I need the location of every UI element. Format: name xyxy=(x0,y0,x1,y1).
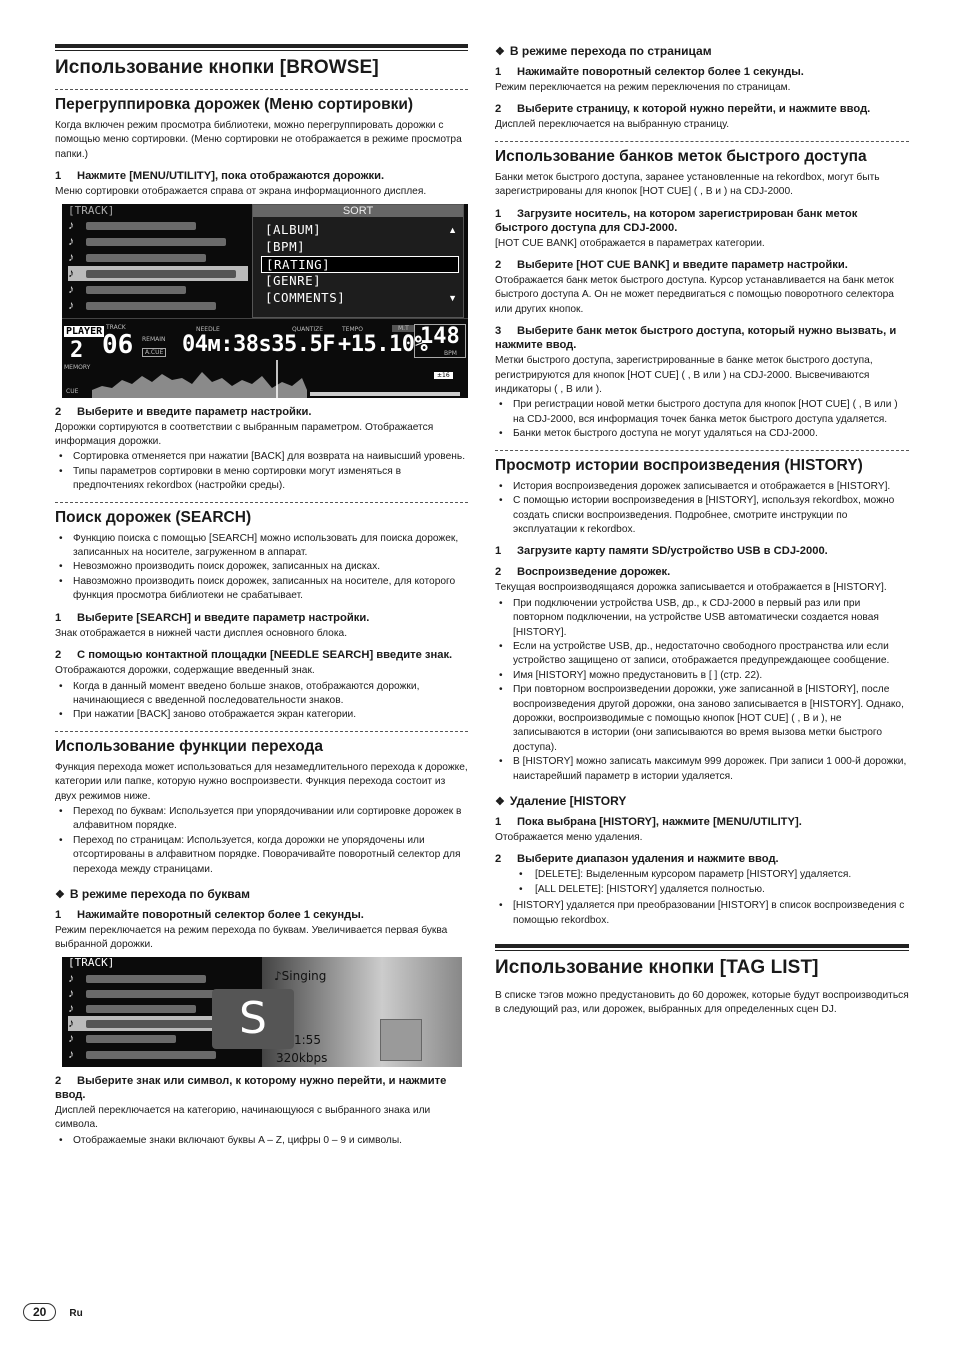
jump-step-2-text: Дисплей переключается на категорию, начинающуюся с выбранного знака или символа. xyxy=(55,1104,431,1131)
track-label: TRACK xyxy=(106,323,126,331)
history-step-2: 2 Воспроизведение дорожек. xyxy=(495,566,671,579)
list-item: • Отображаемые знаки включают буквы A – Z, цифры 0 – 9 и символы. xyxy=(55,1134,468,1148)
list-item: • Имя [HISTORY] можно предустановить в [ ] (стр. 22). xyxy=(495,669,909,683)
artwork xyxy=(380,1019,422,1061)
jump-step-1: 1 Нажимайте поворотный селектор более 1 секунды. xyxy=(55,908,364,921)
cue-label: CUE xyxy=(66,387,79,395)
player-number: 2 xyxy=(70,337,84,363)
list-item-selected: ♪ xyxy=(68,266,248,281)
list-item: • Переход по буквам: Используется при упорядочивании или сортировке дорожек в алфавитном порядке. xyxy=(55,805,468,834)
list-item: • Переход по страницам: Используется, когда дорожки не упорядочены или отсортированы в алфавитном порядке. Поворачивайте поворотный селектор для перехода между страницами. xyxy=(55,834,468,877)
hotcue-notes xyxy=(495,398,909,441)
diamond-icon: ❖ xyxy=(495,46,505,58)
tempo-label: TEMPO xyxy=(342,325,363,333)
track-title: ♪Singing xyxy=(274,968,327,983)
page-step-1-text: Режим переключается на режим переключения по страницам. xyxy=(495,82,791,93)
auto-cue-label: A.CUE xyxy=(142,348,166,357)
scroll-up-icon: ▲ xyxy=(448,224,457,235)
memory-label: MEMORY xyxy=(64,363,91,371)
list-item: ♪ xyxy=(68,298,248,313)
page-step-2-text: Дисплей переключается на выбранную страницу. xyxy=(495,119,730,131)
waveform xyxy=(92,360,468,398)
history-step-1: 1 Загрузите карту памяти SD/устройство USB в CDJ-2000. xyxy=(495,545,828,558)
list-item: • Невозможно производить поиск дорожек, записанных на дисках. xyxy=(55,560,468,574)
diamond-icon: ❖ xyxy=(55,888,65,901)
jump-notes xyxy=(55,805,468,877)
section-rule xyxy=(495,944,909,948)
page-mode-heading: ❖ В режиме перехода по страницам xyxy=(495,44,712,58)
sort-item-genre[interactable]: [GENRE] xyxy=(265,272,322,288)
sort-menu-header: SORT xyxy=(253,205,463,217)
track-list-header: [TRACK] xyxy=(68,203,115,217)
tag-list-heading: Использование кнопки [TAG LIST] xyxy=(495,957,819,979)
list-item: • При повторном воспроизведении дорожки, уже записанной в [HISTORY], после воспроизведения другой дорожки, она заново записывается в [HISTORY]. Однако, дорожки, воспроизводимые с помощью кнопок [HOT CUE] ( , B и ), не записываются в истории (они записываются во время вызова метки быстрого доступа). xyxy=(495,683,909,755)
hotcue-step-2-text: Отображается банк меток быстрого доступа. Курсор устанавливается на банк меток быстрого доступа A. Он не может передвигаться с помощью поворотного селектора или других кнопок. xyxy=(495,275,894,315)
sort-step-1: 1 Нажмите [MENU/UTILITY], пока отображаются дорожки. xyxy=(55,170,385,183)
list-item: • При нажатии [BACK] заново отображается экран категории. xyxy=(55,708,468,722)
scroll-down-icon: ▼ xyxy=(448,292,457,303)
history-step-2-text: Текущая воспроизводящаяся дорожка записывается и отображается в [HISTORY]. xyxy=(495,582,887,594)
search-step-2-text: Отображаются дорожки, содержащие введенный знак. xyxy=(55,665,315,677)
letter-jump-screenshot xyxy=(62,957,462,1067)
sort-item-comments[interactable]: [COMMENTS] xyxy=(265,289,346,305)
language-code: Ru xyxy=(69,1308,83,1319)
delete-step-1: 1 Пока выбрана [HISTORY], нажмите [MENU/UTILITY]. xyxy=(495,816,802,828)
list-item: ♪ xyxy=(68,971,248,986)
divider xyxy=(495,450,909,451)
search-step-2: 2 С помощью контактной площадки [NEEDLE SEARCH] введите знак. xyxy=(55,649,453,662)
list-item: ♪ xyxy=(68,282,248,297)
list-item: • [HISTORY] удаляется при преобразовании [HISTORY] в список воспроизведения с помощью rekordbox. xyxy=(495,899,909,928)
jump-step-2: 2 Выберите знак или символ, к которому нужно перейти, и нажмите ввод. xyxy=(55,1074,447,1101)
divider xyxy=(55,89,468,90)
list-item: • [ALL DELETE]: [HISTORY] удаляется полностью. xyxy=(495,883,909,897)
list-item: • [DELETE]: Выделенным курсором параметр [HISTORY] удаляется. xyxy=(495,868,909,882)
sort-menu xyxy=(252,204,464,318)
sort-item-album[interactable]: [ALBUM] xyxy=(265,221,322,237)
section-rule-thin xyxy=(495,950,909,951)
list-item: • При подключении устройства USB, др., к CDJ-2000 в первый раз или при повторном подключении, на устройстве USB автоматически создается новая [HISTORY]. xyxy=(495,597,909,640)
sort-item-rating[interactable]: [RATING] xyxy=(261,256,459,273)
jump-step-1-text: Режим переключается на режим перехода по буквам. Увеличивается первая буква выбранной дорожки. xyxy=(55,924,448,951)
tag-list-text: В списке тэгов можно предустановить до 60 дорожек, которые будут воспроизводиться в следующий раз, или дорожек, выбранных для определенных сцен DJ. xyxy=(495,990,909,1016)
bpm-readout: 148 xyxy=(420,323,460,349)
list-item: • Когда в данный момент введено больше знаков, отображаются дорожки, начинающиеся с введенной последовательности знаков. xyxy=(55,680,468,709)
right-column xyxy=(495,44,909,1018)
list-item: • Сортировка отменяется при нажатии [BACK] для возврата на наивысший уровень. xyxy=(55,450,468,464)
search-notes xyxy=(55,532,468,604)
list-item: ♪ xyxy=(68,1031,248,1046)
time-readout: 04м:38s35.5F xyxy=(182,331,335,357)
list-item: • Банки меток быстрого доступа не могут удаляться на CDJ-2000. xyxy=(495,427,909,441)
hotcue-step-3-text: Метки быстрого доступа, зарегистрированные в банке меток быстрого доступа, регистрируются для кнопок [HOT CUE] ( , B или ) на CDJ-2000. Высвечиваются индикаторы ( , B или ). xyxy=(495,355,873,396)
divider xyxy=(55,502,468,503)
sort-menu-screenshot xyxy=(62,204,468,398)
diamond-icon: ❖ xyxy=(495,796,505,808)
list-item: • Навозможно производить поиск дорожек, записанных на носителе, для которого функция просмотра библиотеки не срабатывает. xyxy=(55,575,468,604)
delete-step-1-text: Отображается меню удаления. xyxy=(495,832,643,843)
delete-options xyxy=(495,868,909,897)
sort-heading: Перегруппировка дорожек (Меню сортировки) xyxy=(55,96,414,113)
delete-step-2: 2 Выберите диапазон удаления и нажмите ввод. xyxy=(495,853,779,866)
list-item: • С помощью истории воспроизведения в [HISTORY], используя rekordbox, можно создать списки воспроизведения. Подробнее, смотрите инструкции по эксплуатации к rekordbox. xyxy=(495,494,909,537)
search-heading: Поиск дорожек (SEARCH) xyxy=(55,508,252,526)
sort-step-1-text: Меню сортировки отображается справа от экрана информационного дисплея. xyxy=(55,186,427,198)
history-delete-heading: ❖ Удаление [HISTORY xyxy=(495,794,627,808)
sort-step-2-text: Дорожки сортируются в соответствии с выбранным параметром. Отображается информация дорожки. xyxy=(55,421,434,448)
jump-notes-2 xyxy=(55,1134,468,1148)
remain-label: REMAIN xyxy=(142,335,166,343)
hotcue-step-2: 2 Выберите [HOT CUE BANK] и введите параметр настройки. xyxy=(495,259,848,272)
list-item: • В [HISTORY] можно записать максимум 999 дорожек. При записи 1 000-й дорожки, наистарейший параметр в истории удаляется. xyxy=(495,755,909,784)
search-notes-2 xyxy=(55,680,468,723)
track-time: 1:55 xyxy=(294,1032,321,1047)
history-heading: Просмотр истории воспроизведения (HISTORY) xyxy=(495,456,863,474)
list-item: ♪ xyxy=(68,234,248,249)
left-column xyxy=(55,44,468,1150)
track-number: 06 xyxy=(102,329,134,360)
quantize-label: QUANTIZE xyxy=(292,325,324,333)
hotcue-heading: Использование банков меток быстрого доступа xyxy=(495,147,867,165)
hotcue-step-3: 3 Выберите банк меток быстрого доступа, который нужно вызвать, и нажмите ввод. xyxy=(495,325,897,352)
hotcue-step-1-text: [HOT CUE BANK] отображается в параметрах категории. xyxy=(495,237,765,249)
list-item-selected: ♪ xyxy=(68,1016,248,1031)
page-number: 20 xyxy=(23,1303,56,1321)
top-rule xyxy=(55,44,468,48)
list-item: • Если на устройстве USB, др., недостаточно свободного пространства или если устройство защищено от записи, отображается предупреждающее сообщение. xyxy=(495,640,909,669)
bpm-label: BPM xyxy=(444,349,457,357)
list-item: ♪ xyxy=(68,218,248,233)
list-item: ♪ xyxy=(68,1047,248,1062)
track-bitrate: 320kbps xyxy=(276,1050,328,1065)
browse-heading: Использование кнопки [BROWSE] xyxy=(55,57,379,78)
master-tempo-label: M.T xyxy=(392,325,415,332)
needle-label: NEEDLE xyxy=(196,325,220,333)
player-label: PLAYER xyxy=(66,325,103,337)
list-item: ♪ xyxy=(68,986,248,1001)
sort-intro: Когда включен режим просмотра библиотеки, можно перегруппировать дорожки с помощью меню сортировки. (Меню сортировки не отображается в режиме просмотра папки.) xyxy=(55,120,462,160)
search-step-1-text: Знак отображается в нижней части дисплея основного блока. xyxy=(55,627,348,639)
tempo-range-label: ±16 xyxy=(434,372,453,379)
letter-mode-heading: ❖ В режиме перехода по буквам xyxy=(55,886,251,901)
list-item: • Функцию поиска с помощью [SEARCH] можно использовать для поиска дорожек, записанных на носителе, загруженном в аппарат. xyxy=(55,532,468,561)
tempo-readout: +15.10% xyxy=(338,331,428,357)
list-item: ♪ xyxy=(68,250,248,265)
sort-step-2: 2 Выберите и введите параметр настройки. xyxy=(55,405,312,418)
divider xyxy=(55,731,468,732)
hotcue-step-1: 1 Загрузите носитель, на котором зарегистрирован банк меток быстрого доступа для CDJ-2000. xyxy=(495,207,858,234)
page-footer xyxy=(23,1303,83,1321)
page-step-2: 2 Выберите страницу, к которой нужно перейти, и нажмите ввод. xyxy=(495,103,871,116)
track-list-header: [TRACK] xyxy=(68,956,115,969)
search-step-1: 1 Выберите [SEARCH] и введите параметр настройки. xyxy=(55,611,370,624)
jump-letter: S xyxy=(212,989,294,1049)
sort-item-bpm[interactable]: [BPM] xyxy=(265,238,306,254)
jump-heading: Использование функции перехода xyxy=(55,737,323,755)
delete-notes xyxy=(495,899,909,928)
history-notes xyxy=(495,480,909,538)
list-item: • При регистрации новой метки быстрого доступа для кнопок [HOT CUE] ( , B или ) на CDJ-2000, вся информация точек банка меток быстрого доступа удаляется. xyxy=(495,398,909,427)
jump-text: Функция перехода может использоваться для незамедлительного перехода к дорожке, категории или папке, которую нужно воспроизвести. Функция перехода состоит из двух режимов ниже. xyxy=(55,761,468,802)
page-step-1: 1 Нажимайте поворотный селектор более 1 секунды. xyxy=(495,66,804,78)
sort-notes xyxy=(55,450,468,493)
divider xyxy=(495,141,909,142)
list-item: ♪ xyxy=(68,1001,248,1016)
list-item: • Типы параметров сортировки в меню сортировки могут изменяться в предпочтениях rekordbox (настройки среды). xyxy=(55,465,468,494)
list-item: • История воспроизведения дорожек записывается и отображается в [HISTORY]. xyxy=(495,480,909,494)
hotcue-text: Банки меток быстрого доступа, заранее установленные на rekordbox, могут быть зарегистрированы для кнопок [HOT CUE] ( , B и ) на CDJ-2000. xyxy=(495,171,880,198)
top-rule-thin xyxy=(55,50,468,51)
history-notes-2 xyxy=(495,597,909,784)
